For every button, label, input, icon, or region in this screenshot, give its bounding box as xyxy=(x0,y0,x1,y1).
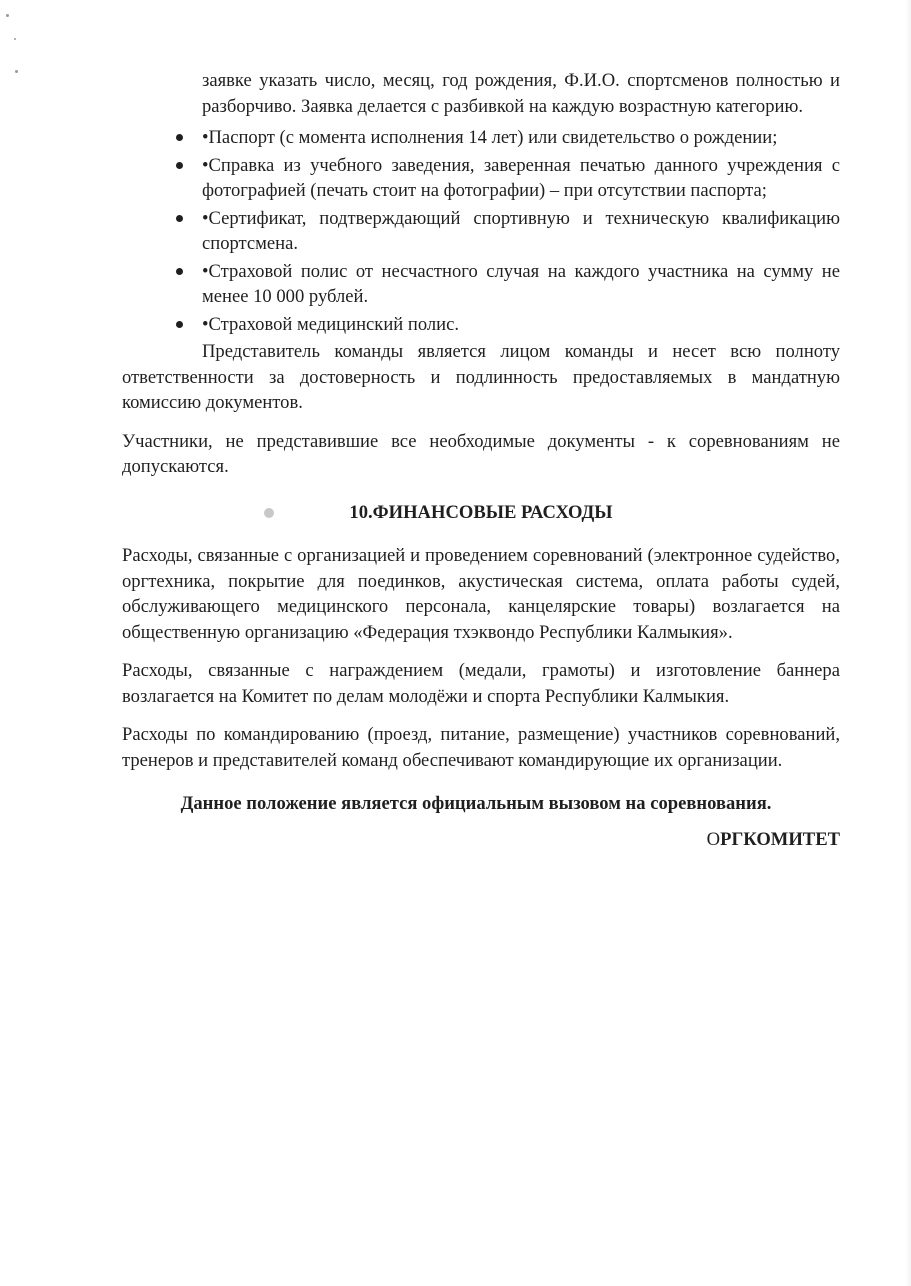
expenses-paragraph-travel: Расходы по командированию (проезд, питание, размещение) участников соревнований, тренеров и представителей команд обеспечивают командирующие их организации. xyxy=(122,724,840,771)
scan-speck xyxy=(14,38,16,40)
signature-orgcommittee xyxy=(122,827,840,853)
representative-paragraph: Представитель команды является лицом команды и несет всю полноту ответственности за достоверность и подлинность предоставляемых в мандатную комиссию документов. xyxy=(122,341,840,413)
list-item-text: •Страховой медицинский полис. xyxy=(202,313,460,335)
bullet-icon xyxy=(176,268,183,275)
list-item xyxy=(122,312,840,338)
list-item xyxy=(122,206,840,257)
scan-speck xyxy=(6,14,9,17)
participants-paragraph: Участники, не представившие все необходимые документы - к соревнованиям не допускаются. xyxy=(122,430,840,477)
section-heading-wrapper xyxy=(122,500,840,526)
expenses-paragraph-awards: Расходы, связанные с награждением (медали, грамоты) и изготовление баннера возлагается на Комитет по делам молодёжи и спорта Республики Калмыкия. xyxy=(122,660,840,707)
scan-edge-shadow xyxy=(905,0,911,1286)
document-body xyxy=(122,68,840,852)
bullet-icon xyxy=(176,162,183,169)
closing-statement: Данное положение является официальным вызовом на соревнования. xyxy=(180,793,772,814)
list-item-text: •Справка из учебного заведения, заверенная печатью данного учреждения с фотографией (печать стоит на фотографии) – при отсутствии паспорта; xyxy=(202,154,840,201)
bullet-icon xyxy=(176,321,183,328)
section-heading: 10.ФИНАНСОВЫЕ РАСХОДЫ xyxy=(349,501,613,523)
bullet-icon xyxy=(176,134,183,141)
list-item-text: •Страховой полис от несчастного случая на каждого участника на сумму не менее 10 000 рублей. xyxy=(202,260,840,307)
signature-rest: РГКОМИТЕТ xyxy=(720,828,840,850)
signature-first-letter: О xyxy=(706,828,721,850)
list-item-text: •Паспорт (с момента исполнения 14 лет) или свидетельство о рождении; xyxy=(202,127,778,148)
required-documents-list xyxy=(122,125,840,337)
bullet-icon xyxy=(176,215,183,222)
list-item-text: •Сертификат, подтверждающий спортивную и техническую квалификацию спортсмена. xyxy=(202,207,840,254)
intro-paragraph: заявке указать число, месяц, год рождения, Ф.И.О. спортсменов полностью и разборчиво. Заявка делается с разбивкой на каждую возрастную категорию. xyxy=(202,70,840,117)
list-item xyxy=(122,259,840,310)
scan-dot-icon xyxy=(264,508,274,518)
list-item xyxy=(122,125,840,151)
list-item xyxy=(122,153,840,204)
scan-speck xyxy=(15,70,18,73)
expenses-paragraph-organization: Расходы, связанные с организацией и проведением соревнований (электронное судейство, оргтехника, покрытие для поединков, акустическая система, оплата работы судей, обслуживающего медицинского персонала, канцелярские товары) возлагается на общественную организацию «Федерация тхэквондо Республики Калмыкия». xyxy=(122,545,840,643)
